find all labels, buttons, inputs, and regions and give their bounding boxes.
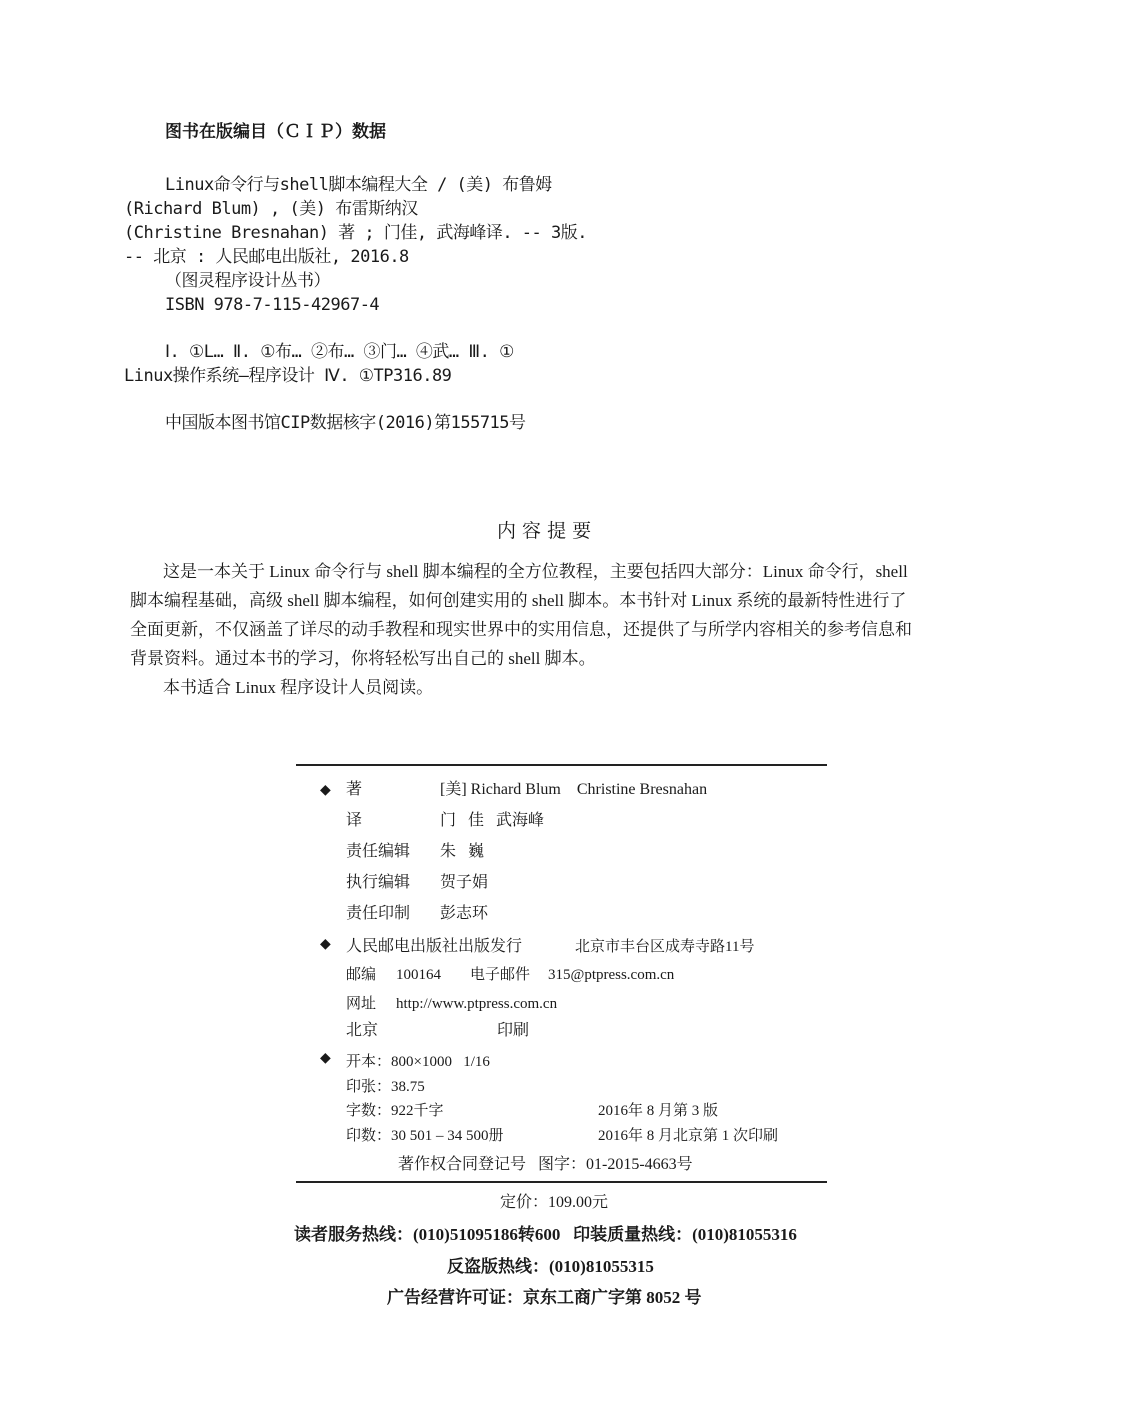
antipiracy-hotline: 反盗版热线：(010)81055315 — [447, 1257, 654, 1276]
address: 北京市丰台区成寿寺路11号 — [575, 939, 755, 955]
email-label: 电子邮件 — [470, 967, 531, 983]
publisher: 人民邮电出版社出版发行 — [346, 938, 523, 955]
cip-line: -- 北京 : 人民邮电出版社, 2016.8 — [124, 247, 409, 267]
price: 定价：109.00元 — [500, 1194, 609, 1211]
credit-name: 彭志环 — [440, 905, 489, 922]
print-city: 北京 — [346, 1022, 379, 1039]
diamond-bullet-icon: ◆ — [320, 937, 331, 952]
summary-line: 背景资料。通过本书的学习，你将轻松写出自己的 shell 脚本。 — [130, 649, 596, 668]
web-label: 网址 — [346, 996, 377, 1012]
cip-title: 图书在版编目（ＣＩＰ）数据 — [165, 122, 386, 142]
summary-title: 内 容 提 要 — [497, 520, 592, 542]
cip-line: （图灵程序设计丛书） — [165, 271, 330, 291]
credit-name: 朱 巍 — [440, 843, 485, 860]
cip-line: (Christine Bresnahan) 著 ; 门佳, 武海峰译. -- 3版. — [124, 223, 587, 243]
cip-line: Linux命令行与shell脚本编程大全 / (美) 布鲁姆 — [165, 175, 552, 195]
credit-name: 贺子娟 — [440, 874, 489, 891]
diamond-bullet-icon: ◆ — [320, 1051, 331, 1066]
cip-class-line: Ⅰ. ①L… Ⅱ. ①布… ②布… ③门… ④武… Ⅲ. ① — [165, 342, 514, 362]
word-count: 字数：922千字 — [346, 1103, 444, 1119]
cip-record: 中国版本图书馆CIP数据核字(2016)第155715号 — [165, 413, 526, 433]
cip-isbn: ISBN 978-7-115-42967-4 — [165, 295, 380, 315]
credit-role: 责任印制 — [346, 905, 411, 922]
printing: 2016年 8 月北京第 1 次印刷 — [598, 1128, 779, 1144]
summary-line: 脚本编程基础，高级 shell 脚本编程，如何创建实用的 shell 脚本。本书针对 Linux 系统的最新特性进行了 — [130, 591, 907, 610]
email: 315@ptpress.com.cn — [548, 967, 675, 983]
summary-line: 本书适合 Linux 程序设计人员阅读。 — [163, 678, 434, 697]
credit-role: 译 — [346, 812, 363, 829]
cip-line: (Richard Blum) , (美) 布雷斯纳汉 — [124, 199, 418, 219]
credit-name: [美] Richard Blum Christine Bresnahan — [440, 781, 708, 798]
summary-line: 这是一本关于 Linux 命令行与 shell 脚本编程的全方位教程，主要包括四大部分：Linux 命令行，shell — [163, 562, 908, 581]
print-label: 印刷 — [497, 1022, 530, 1039]
format: 开本：800×1000 1/16 — [346, 1054, 490, 1070]
divider — [296, 764, 827, 766]
sheets: 印张：38.75 — [346, 1079, 425, 1095]
diamond-bullet-icon: ◆ — [320, 783, 331, 798]
copyright-registration: 著作权合同登记号 图字：01-2015-4663号 — [398, 1156, 693, 1173]
credit-role: 著 — [346, 781, 363, 798]
credit-role: 执行编辑 — [346, 874, 411, 891]
divider — [296, 1181, 827, 1183]
postcode: 100164 — [396, 967, 441, 983]
summary-line: 全面更新，不仅涵盖了详尽的动手教程和现实世界中的实用信息，还提供了与所学内容相关的参考信息和 — [130, 620, 912, 639]
edition: 2016年 8 月第 3 版 — [598, 1103, 719, 1119]
postcode-label: 邮编 — [346, 967, 377, 983]
credit-name: 门 佳 武海峰 — [440, 812, 545, 829]
cip-class-line: Linux操作系统—程序设计 Ⅳ. ①TP316.89 — [124, 366, 452, 386]
credit-role: 责任编辑 — [346, 843, 411, 860]
website: http://www.ptpress.com.cn — [396, 996, 558, 1012]
service-hotline: 读者服务热线：(010)51095186转600 印装质量热线：(010)81055316 — [294, 1225, 797, 1244]
print-run: 印数：30 501 – 34 500册 — [346, 1128, 504, 1144]
ad-license: 广告经营许可证：京东工商广字第 8052 号 — [387, 1288, 702, 1307]
